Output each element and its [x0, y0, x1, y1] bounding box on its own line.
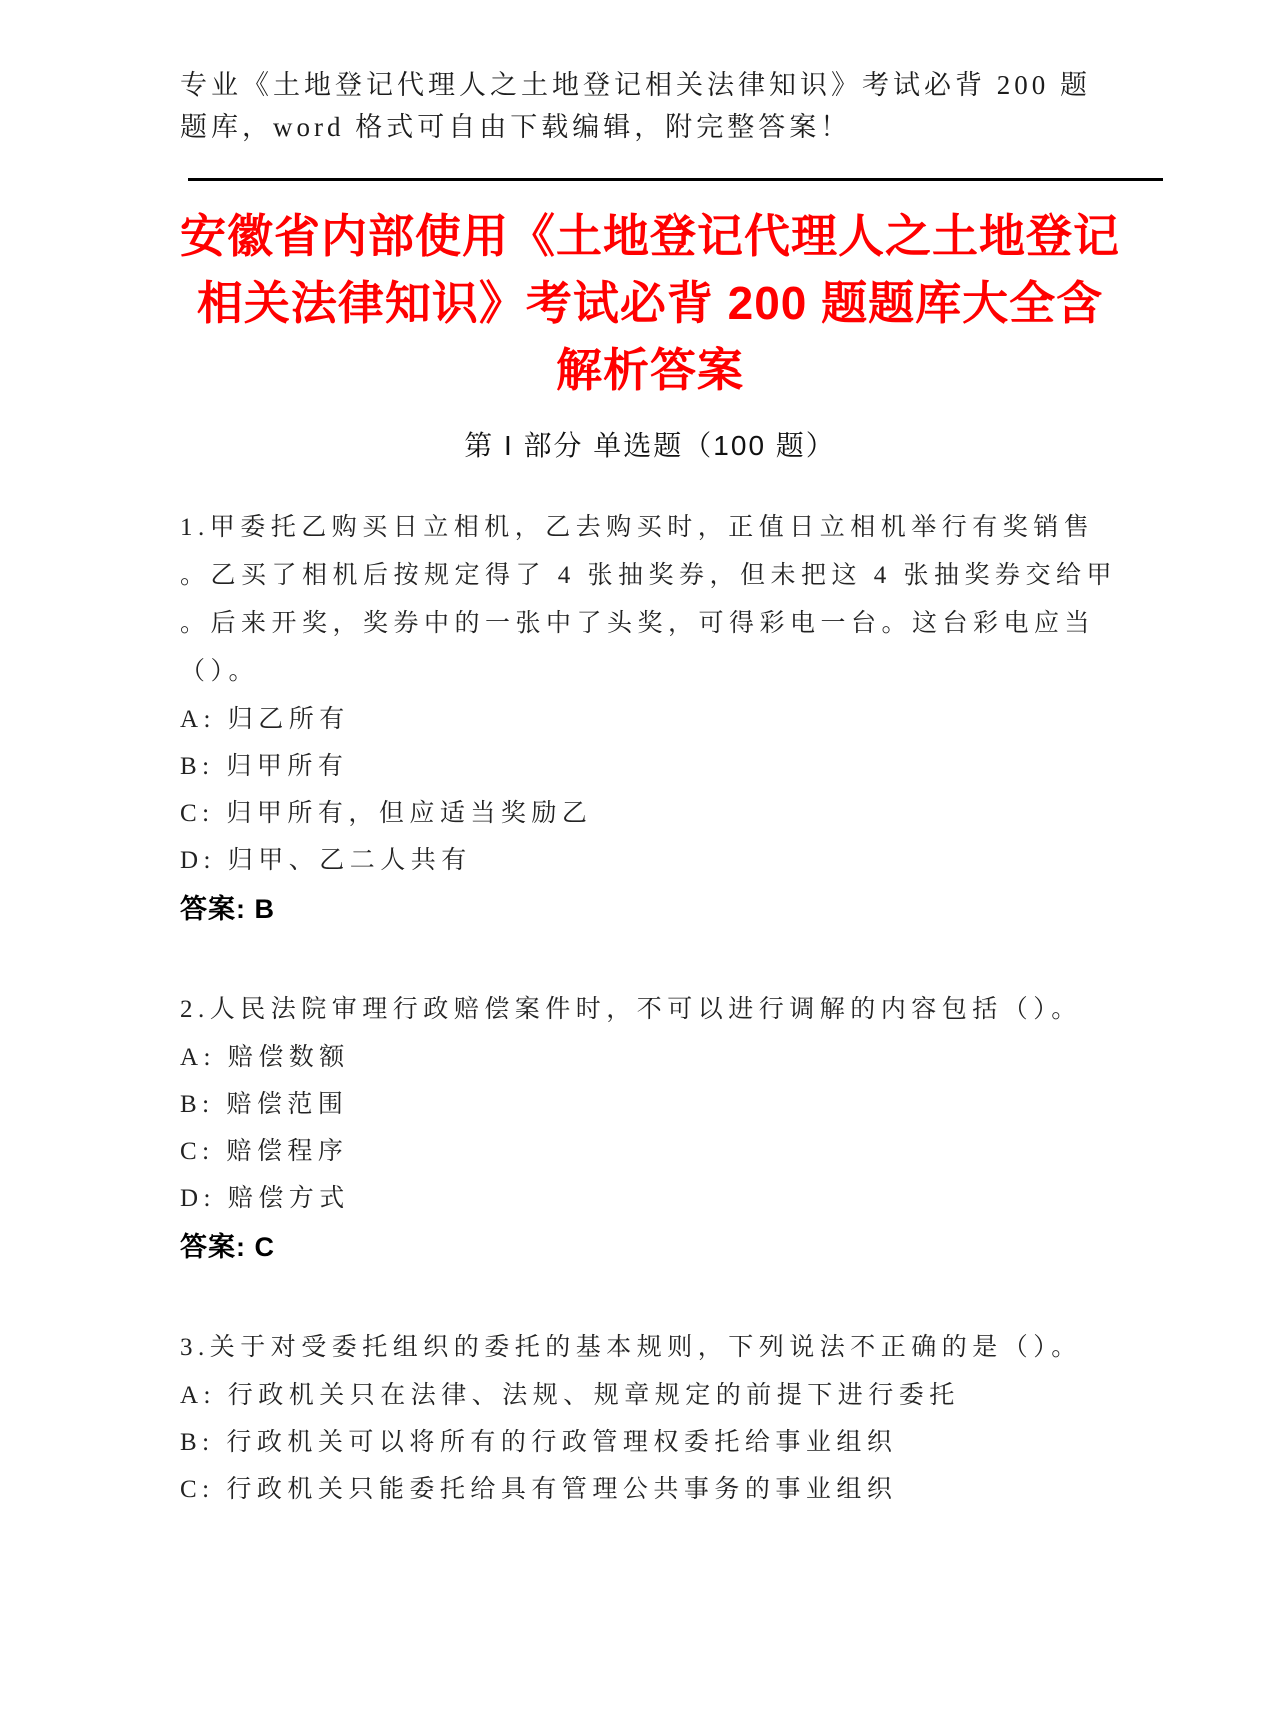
question-2-option-d: D: 赔偿方式 [180, 1185, 350, 1212]
question-3-text: 3.关于对受委托组织的委托的基本规则，下列说法不正确的是（）。 [180, 1334, 1082, 1361]
question-2-option-c: C: 赔偿程序 [180, 1138, 349, 1165]
question-1-option-a: A: 归乙所有 [180, 706, 350, 733]
question-2-option-b: B: 赔偿范围 [180, 1091, 349, 1118]
question-2-option-a: A: 赔偿数额 [180, 1044, 350, 1071]
question-3-option-b: B: 行政机关可以将所有的行政管理权委托给事业组织 [180, 1429, 898, 1456]
question-1-option-b: B: 归甲所有 [180, 753, 349, 780]
question-block-3 [180, 1324, 1120, 1513]
question-3-option-a: A: 行政机关只在法律、法规、规章规定的前提下进行委托 [180, 1382, 960, 1409]
question-1-text: 1.甲委托乙购买日立相机，乙去购买时，正值日立相机举行有奖销售。乙买了相机后按规定得了 4 张抽奖券，但未把这 4 张抽奖券交给甲。后来开奖，奖券中的一张中了头奖，可得彩电一台。这台彩电应当（）。 [180, 514, 1118, 685]
question-block-2 [180, 986, 1120, 1270]
question-block-1 [180, 504, 1120, 932]
question-2-answer: 答案: C [180, 1232, 275, 1262]
question-1-option-d: D: 归甲、乙二人共有 [180, 847, 472, 874]
question-2-text: 2.人民法院审理行政赔偿案件时，不可以进行调解的内容包括（）。 [180, 996, 1082, 1023]
document-title: 安徽省内部使用《土地登记代理人之土地登记相关法律知识》考试必背 200 题题库大全含解析答案 [180, 210, 1120, 396]
question-1-option-c: C: 归甲所有，但应适当奖励乙 [180, 800, 593, 827]
question-3-option-c: C: 行政机关只能委托给具有管理公共事务的事业组织 [180, 1476, 898, 1503]
document-page [0, 64, 1275, 1714]
header-note: 专业《土地登记代理人之土地登记相关法律知识》考试必背 200 题题库，word 格式可自由下载编辑，附完整答案！ [180, 70, 1091, 142]
question-1-answer: 答案: B [180, 894, 275, 924]
section-heading: 第 I 部分 单选题（100 题） [464, 430, 836, 461]
document-header [0, 64, 1275, 181]
header-divider [188, 178, 1163, 181]
